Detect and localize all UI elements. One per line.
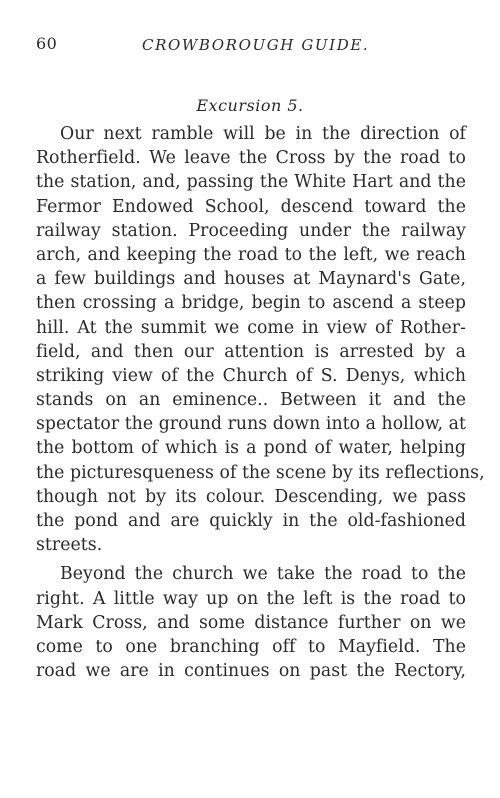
section-title: Excursion 5. xyxy=(196,96,304,115)
text-line: the picturesqueness of the scene by its reflections, xyxy=(36,462,485,483)
text-line: Fermor Endowed School, descend toward the xyxy=(36,196,466,217)
paragraph-2 xyxy=(36,562,466,683)
text-line: arch, and keeping the road to the left, we reach xyxy=(36,244,466,265)
text-line: the station, and, passing the White Hart and the xyxy=(36,172,466,193)
text-line: stands on an eminence.. Between it and the xyxy=(36,390,466,411)
text-line: Beyond the church we take the road to the xyxy=(60,564,466,585)
text-line: a few buildings and houses at Maynard's Gate, xyxy=(36,269,466,290)
paragraph-1 xyxy=(36,122,485,557)
text-line: field, and then our attention is arrested by a xyxy=(36,341,466,362)
body-text xyxy=(36,122,485,683)
text-line: though not by its colour. Descending, we pass xyxy=(36,486,466,507)
text-line: spectator the ground runs down into a hollow, at xyxy=(36,414,466,435)
text-line: Mark Cross, and some distance further on we xyxy=(36,612,466,633)
text-line: road we are in continues on past the Rectory, xyxy=(36,661,466,682)
text-line: railway station. Proceeding under the railway xyxy=(36,220,466,241)
text-line: then crossing a bridge, begin to ascend a steep xyxy=(36,293,466,314)
page-number: 60 xyxy=(36,34,58,53)
text-line: right. A little way up on the left is the road to xyxy=(36,588,466,609)
running-head xyxy=(36,34,466,58)
text-line: the bottom of which is a pond of water, helping xyxy=(36,438,466,459)
text-line: come to one branching off to Mayfield. The xyxy=(36,636,466,657)
running-title: CROWBOROUGH GUIDE. xyxy=(142,36,370,54)
text-line: Rotherfield. We leave the Cross by the road to xyxy=(36,148,466,169)
text-line: the pond and are quickly in the old-fashioned xyxy=(36,511,466,531)
text-line: striking view of the Church of S. Denys, which xyxy=(36,365,466,386)
text-line: hill. At the summit we come in view of Rother- xyxy=(36,317,466,338)
text-line: Our next ramble will be in the direction of xyxy=(60,124,466,144)
text-line: streets. xyxy=(36,535,103,556)
